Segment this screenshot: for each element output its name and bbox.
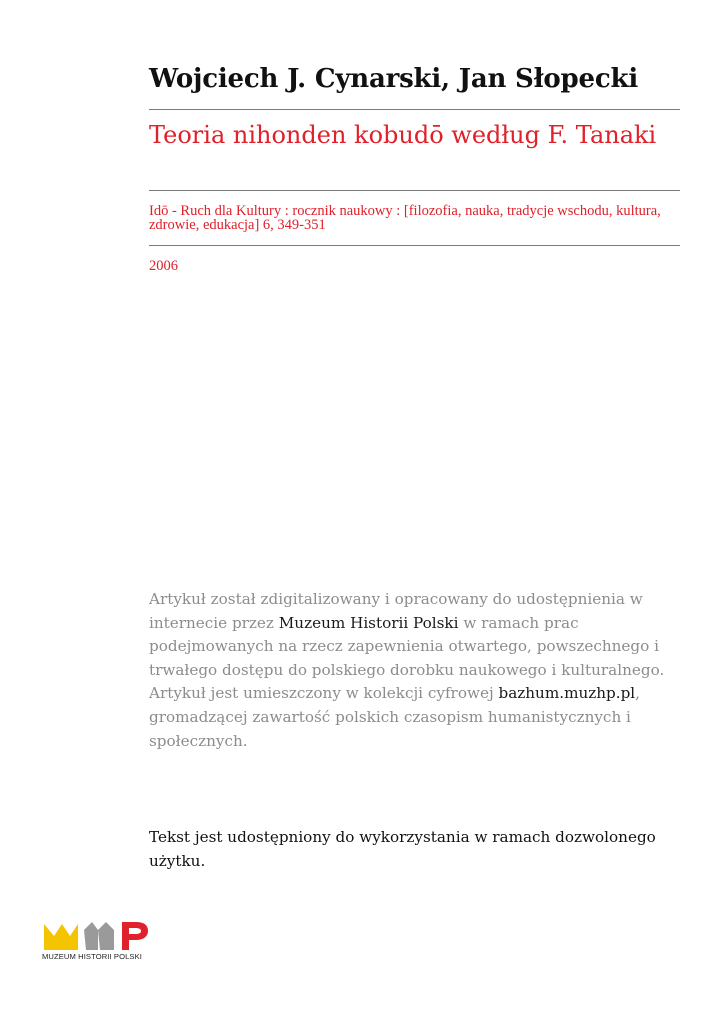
museum-name-link[interactable]: Muzeum Historii Polski (278, 613, 459, 632)
license-notice: Tekst jest udostępniony do wykorzystania w ramach dozwolonego użytku. (149, 828, 656, 870)
logo-red-mark (122, 922, 148, 950)
notice-text-2: w ramach prac podejmowanych na rzecz zapewnienia otwartego, powszechnego i trwałego dostępu do polskiego dorobku naukowego i kulturalnego. Artykuł jest umieszczony w kolekcji cyfrowej (149, 613, 665, 703)
logo-yellow-mark (44, 924, 78, 950)
divider-top (149, 109, 680, 110)
collection-link[interactable]: bazhum.muzhp.pl (498, 684, 636, 703)
notice-text-1: Artykuł został zdigitalizowany i opracowany do udostępnienia w internecie przez (149, 590, 643, 632)
document-title: Teoria nihonden kobudō według F. Tanaki (149, 121, 657, 149)
divider-title (149, 190, 680, 191)
logo-label: MUZEUM HISTORII POLSKI (42, 952, 142, 961)
logo-gray-mark (84, 922, 114, 950)
document-source: Idō - Ruch dla Kultury : rocznik naukowy : [filozofia, nauka, tradycje wschodu, kultura, zdrowie, edukacja] 6, 349-351 (149, 203, 661, 233)
document-year: 2006 (149, 258, 178, 274)
notice-text-3: , gromadzącej zawartość polskich czasopism humanistycznych i społecznych. (149, 684, 640, 750)
digitization-notice (149, 588, 669, 753)
document-authors: Wojciech J. Cynarski, Jan Słopecki (149, 64, 639, 94)
divider-source (149, 245, 680, 246)
